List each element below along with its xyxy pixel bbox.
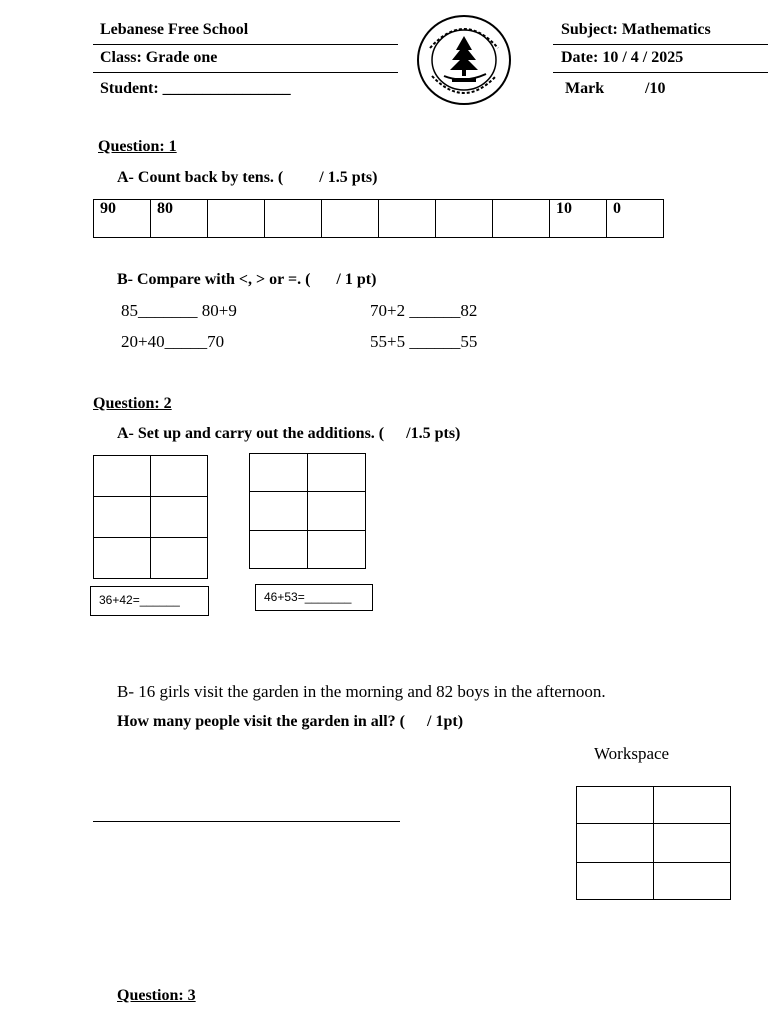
header-divider — [93, 44, 398, 45]
question-3-title: Question: 3 — [117, 987, 196, 1004]
addition-1-label[interactable]: 36+42=______ — [90, 586, 209, 616]
q2-a-prompt — [117, 425, 460, 443]
school-seal-logo — [416, 14, 512, 106]
question-2-title: Question: 2 — [93, 395, 172, 412]
sequence-blank-cell[interactable] — [493, 200, 550, 238]
subject-label: Subject: Mathematics — [561, 21, 711, 38]
class-label: Class: Grade one — [100, 49, 218, 66]
student-label: Student: ________________ — [100, 80, 291, 97]
sequence-blank-cell[interactable] — [436, 200, 493, 238]
grid-cell[interactable] — [151, 456, 208, 497]
addition-grid-2 — [249, 453, 366, 569]
sequence-blank-cell[interactable] — [208, 200, 265, 238]
sequence-blank-cell[interactable] — [322, 200, 379, 238]
grid-cell[interactable] — [577, 863, 654, 900]
comparison-item[interactable]: 85_______ 80+9 — [121, 301, 237, 320]
grid-cell[interactable] — [577, 787, 654, 824]
count-back-table — [93, 199, 664, 238]
grid-cell[interactable] — [94, 456, 151, 497]
school-name: Lebanese Free School — [100, 21, 249, 38]
q1-a-prompt-text: A- Count back by tens. ( — [117, 169, 284, 186]
q2-a-points: /1.5 pts) — [406, 425, 461, 442]
header-divider — [93, 72, 398, 73]
word-problem-text: B- 16 girls visit the garden in the morning and 82 boys in the afternoon. — [117, 682, 606, 701]
sequence-blank-cell[interactable] — [379, 200, 436, 238]
sequence-blank-cell[interactable] — [265, 200, 322, 238]
sequence-cell: 10 — [550, 200, 607, 238]
q1-a-prompt — [117, 169, 377, 187]
header-divider — [553, 44, 768, 45]
grid-cell[interactable] — [250, 531, 308, 569]
sequence-cell: 0 — [607, 200, 664, 238]
word-problem-question-text: How many people visit the garden in all? ( — [117, 713, 406, 730]
q2-a-prompt-text: A- Set up and carry out the additions. ( — [117, 425, 385, 442]
q1-b-prompt — [117, 271, 376, 289]
grid-cell[interactable] — [250, 492, 308, 531]
comparison-item[interactable]: 70+2 ______82 — [370, 301, 478, 320]
grid-cell[interactable] — [308, 531, 366, 569]
grid-cell[interactable] — [308, 454, 366, 492]
q1-b-prompt-text: B- Compare with <, > or =. ( — [117, 271, 311, 288]
mark-label: Mark — [565, 80, 605, 97]
sequence-cell: 90 — [94, 200, 151, 238]
grid-cell[interactable] — [151, 497, 208, 538]
workspace-label: Workspace — [594, 744, 670, 763]
grid-cell[interactable] — [308, 492, 366, 531]
mark-value: /10 — [645, 80, 666, 97]
grid-cell[interactable] — [654, 787, 731, 824]
grid-cell[interactable] — [654, 863, 731, 900]
q1-a-points: / 1.5 pts) — [319, 169, 378, 186]
q1-b-points: / 1 pt) — [336, 271, 377, 288]
addition-2-label[interactable]: 46+53=_______ — [255, 584, 373, 611]
word-problem-points: / 1pt) — [427, 713, 464, 730]
word-problem-question — [117, 713, 463, 731]
date-label: Date: 10 / 4 / 2025 — [561, 49, 684, 66]
grid-cell[interactable] — [577, 824, 654, 863]
question-1-title: Question: 1 — [98, 138, 177, 155]
header-divider — [553, 72, 768, 73]
workspace-grid — [576, 786, 731, 900]
grid-cell[interactable] — [250, 454, 308, 492]
comparison-item[interactable]: 20+40_____70 — [121, 332, 225, 351]
grid-cell[interactable] — [94, 497, 151, 538]
grid-cell[interactable] — [94, 538, 151, 579]
grid-cell[interactable] — [654, 824, 731, 863]
sequence-cell: 80 — [151, 200, 208, 238]
comparison-item[interactable]: 55+5 ______55 — [370, 332, 478, 351]
answer-line[interactable] — [93, 821, 400, 822]
addition-grid-1 — [93, 455, 208, 579]
grid-cell[interactable] — [151, 538, 208, 579]
